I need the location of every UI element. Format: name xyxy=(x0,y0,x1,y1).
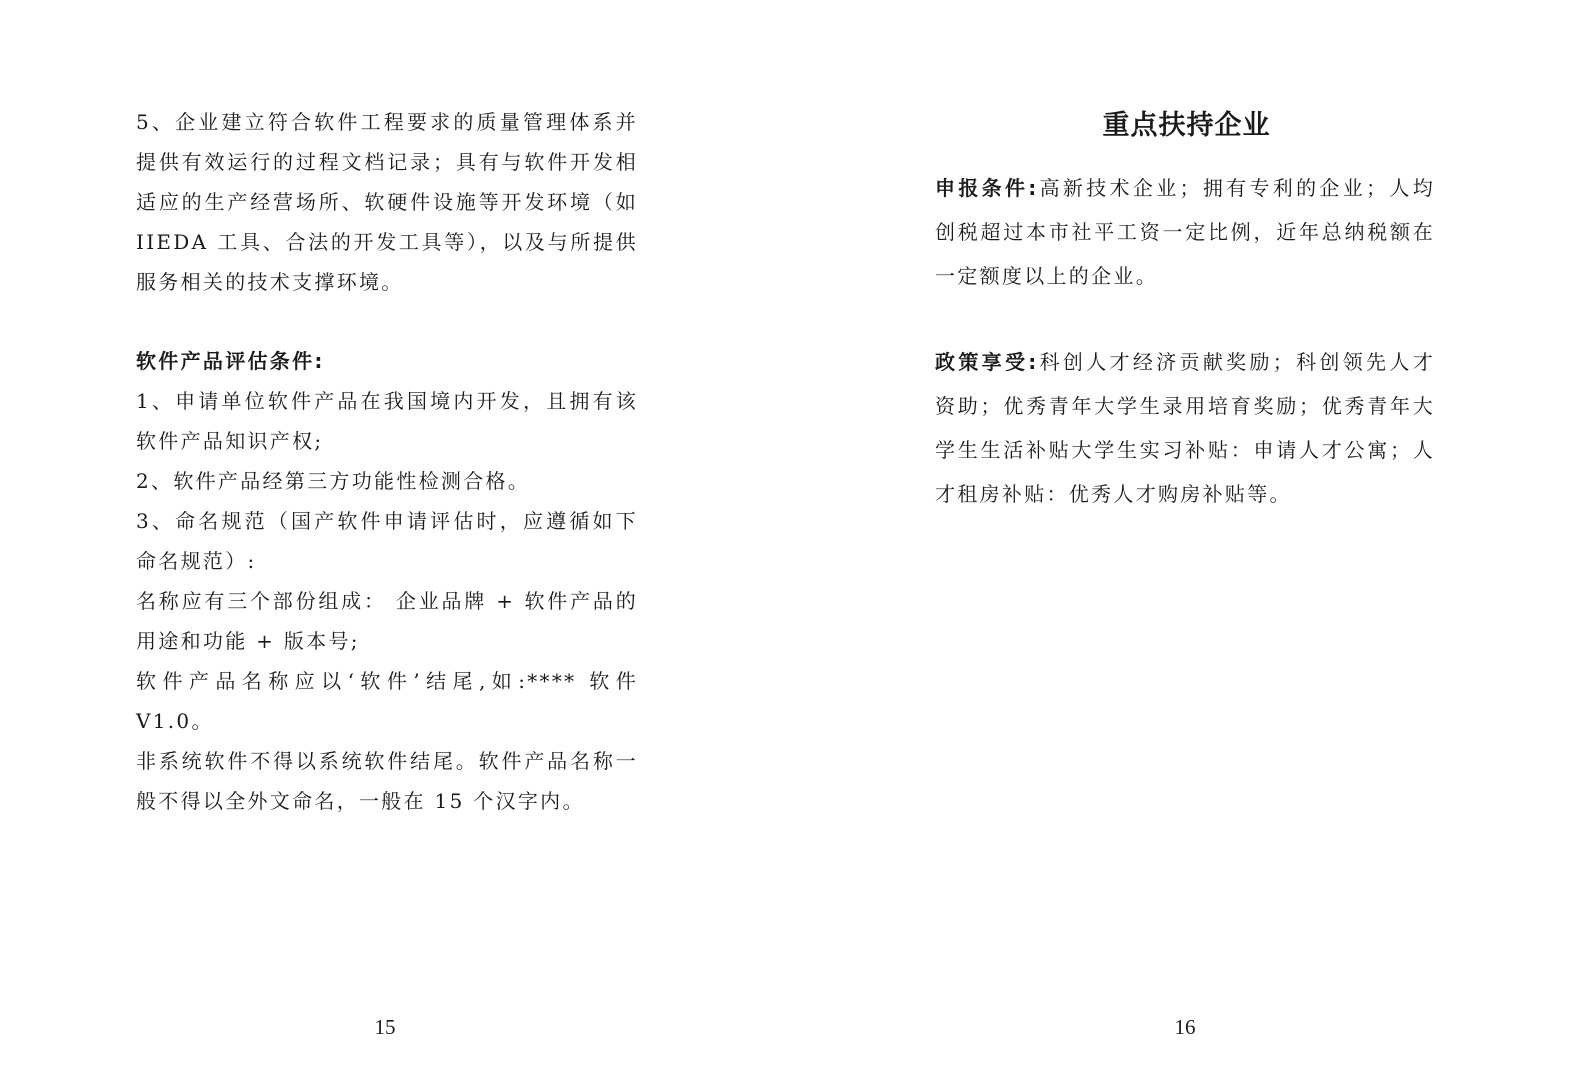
section-label: 申报条件: xyxy=(935,176,1039,200)
section-heading: 软件产品评估条件: xyxy=(136,349,325,373)
list-item: 非系统软件不得以系统软件结尾。软件产品名称一般不得以全外文命名，一般在 15 个汉字内。 xyxy=(136,749,638,813)
page-number: 15 xyxy=(374,1015,396,1039)
page-number: 16 xyxy=(1174,1015,1196,1039)
list-item: 3、命名规范（国产软件申请评估时，应遵循如下命名规范）: xyxy=(136,509,638,573)
section-paragraph xyxy=(935,166,1435,298)
requirement-paragraph-5 xyxy=(136,102,638,302)
list-item: 软件产品名称应以‘软件’结尾,如:**** 软件 V1.0。 xyxy=(136,669,638,733)
application-conditions-section xyxy=(935,166,1435,298)
right-page xyxy=(790,0,1583,1092)
list-item: 名称应有三个部份组成： 企业品牌 + 软件产品的用途和功能 + 版本号; xyxy=(136,589,638,653)
paragraph-text: 5、企业建立符合软件工程要求的质量管理体系并提供有效运行的过程文档记录；具有与软件开发相适应的生产经营场所、软硬件设施等开发环境（如 IIEDA 工具、合法的开发工具等），以及与所提供服务相关的技术支撑环境。 xyxy=(136,110,638,294)
policy-benefits-section xyxy=(935,340,1435,516)
section-paragraph xyxy=(935,340,1435,516)
section-text: 高新技术企业；拥有专利的企业；人均创税超过本市社平工资一定比例，近年总纳税额在一定额度以上的企业。 xyxy=(935,176,1435,288)
left-page xyxy=(0,0,790,1092)
evaluation-conditions-list xyxy=(136,381,638,821)
list-item: 2、软件产品经第三方功能性检测合格。 xyxy=(136,469,531,493)
section-label: 政策享受: xyxy=(935,350,1039,374)
section-text: 科创人才经济贡献奖励；科创领先人才资助；优秀青年大学生录用培育奖励；优秀青年大学生生活补贴大学生实习补贴：申请人才公寓；人才租房补贴：优秀人才购房补贴等。 xyxy=(935,350,1435,506)
list-item: 1、申请单位软件产品在我国境内开发，且拥有该软件产品知识产权; xyxy=(136,389,638,453)
page-title: 重点扶持企业 xyxy=(1102,110,1271,141)
